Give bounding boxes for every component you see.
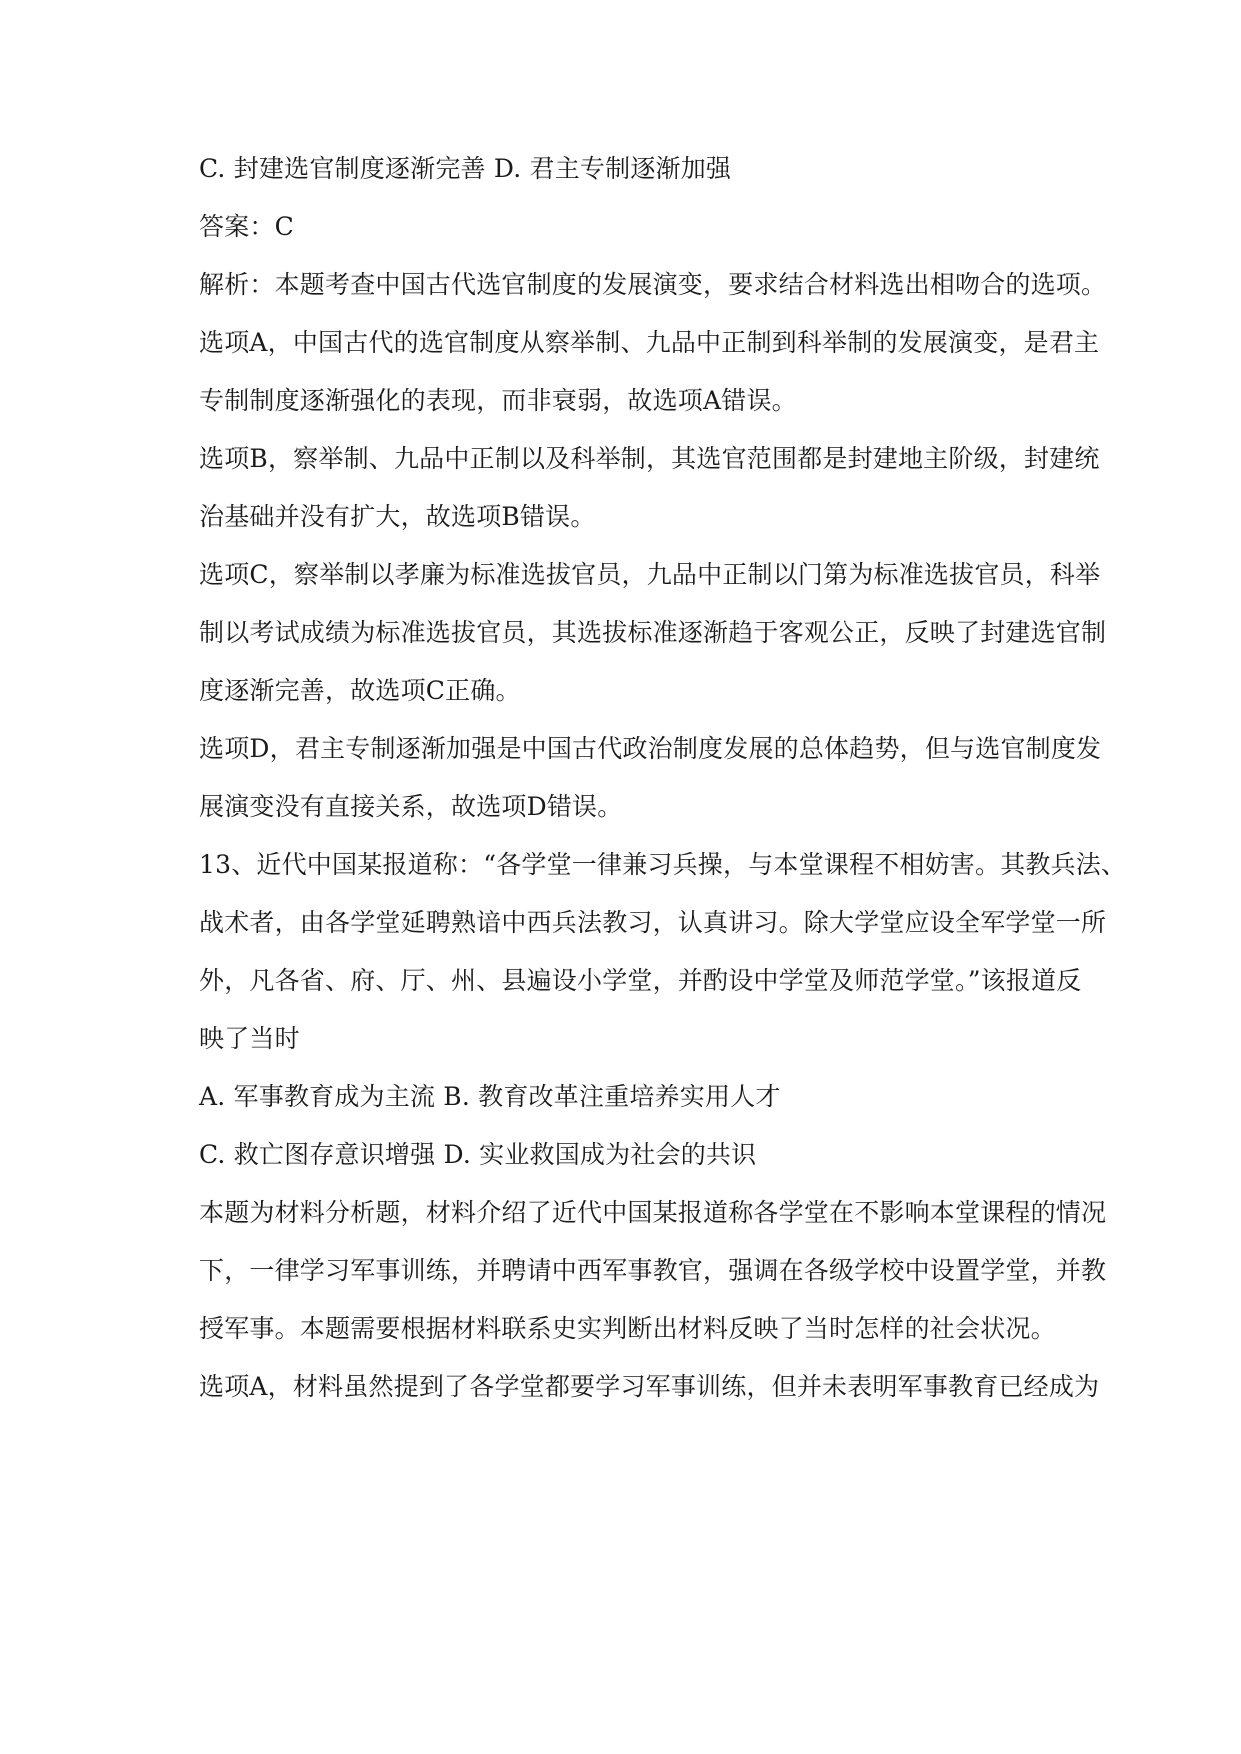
analysis-option-a-line-1: 选项A，中国古代的选官制度从察举制、九品中正制到科举制的发展演变，是君主: [199, 328, 1100, 357]
question-13-line-4: 映了当时: [199, 1024, 300, 1053]
question-13-line-3: 外，凡各省、府、厅、州、县遍设小学堂，并酌设中学堂及师范学堂。”该报道反: [199, 966, 1082, 995]
analysis-option-c-line-2: 制以考试成绩为标准选拔官员，其选拔标准逐渐趋于客观公正，反映了封建选官制: [199, 618, 1107, 647]
question-13-analysis-line-3: 授军事。本题需要根据材料联系史实判断出材料反映了当时怎样的社会状况。: [199, 1314, 1056, 1343]
analysis-option-c-line-3: 度逐渐完善，故选项C正确。: [199, 676, 521, 705]
option-line-cd: C. 封建选官制度逐渐完善 D. 君主专制逐渐加强: [199, 154, 732, 183]
answer-line: 答案：C: [199, 212, 294, 241]
question-13-option-a-analysis: 选项A，材料虽然提到了各学堂都要学习军事训练，但并未表明军事教育已经成为: [199, 1372, 1100, 1401]
analysis-option-b-line-1: 选项B，察举制、九品中正制以及科举制，其选官范围都是封建地主阶级，封建统: [199, 444, 1100, 473]
question-13-analysis-line-1: 本题为材料分析题，材料介绍了近代中国某报道称各学堂在不影响本堂课程的情况: [199, 1198, 1107, 1227]
question-13-line-1: 13、近代中国某报道称：“各学堂一律兼习兵操，与本堂课程不相妨害。其教兵法、: [199, 850, 1127, 879]
analysis-option-d-line-2: 展演变没有直接关系，故选项D错误。: [199, 792, 623, 821]
analysis-option-c-line-1: 选项C，察举制以孝廉为标准选拔官员，九品中正制以门第为标准选拔官员，科举: [199, 560, 1101, 589]
question-13-line-2: 战术者，由各学堂延聘熟谙中西兵法教习，认真讲习。除大学堂应设全军学堂一所: [199, 908, 1107, 937]
question-13-options-cd: C. 救亡图存意识增强 D. 实业救国成为社会的共识: [199, 1140, 757, 1169]
analysis-option-a-line-2: 专制制度逐渐强化的表现，而非衰弱，故选项A错误。: [199, 386, 797, 415]
question-13-options-ab: A. 军事教育成为主流 B. 教育改革注重培养实用人才: [199, 1082, 781, 1111]
document-body: [199, 140, 1127, 1416]
analysis-option-b-line-2: 治基础并没有扩大，故选项B错误。: [199, 502, 596, 531]
analysis-option-d-line-1: 选项D，君主专制逐渐加强是中国古代政治制度发展的总体趋势，但与选官制度发: [199, 734, 1102, 763]
analysis-intro: 解析：本题考查中国古代选官制度的发展演变，要求结合材料选出相吻合的选项。: [199, 270, 1107, 299]
question-13-analysis-line-2: 下，一律学习军事训练，并聘请中西军事教官，强调在各级学校中设置学堂，并教: [199, 1256, 1107, 1285]
